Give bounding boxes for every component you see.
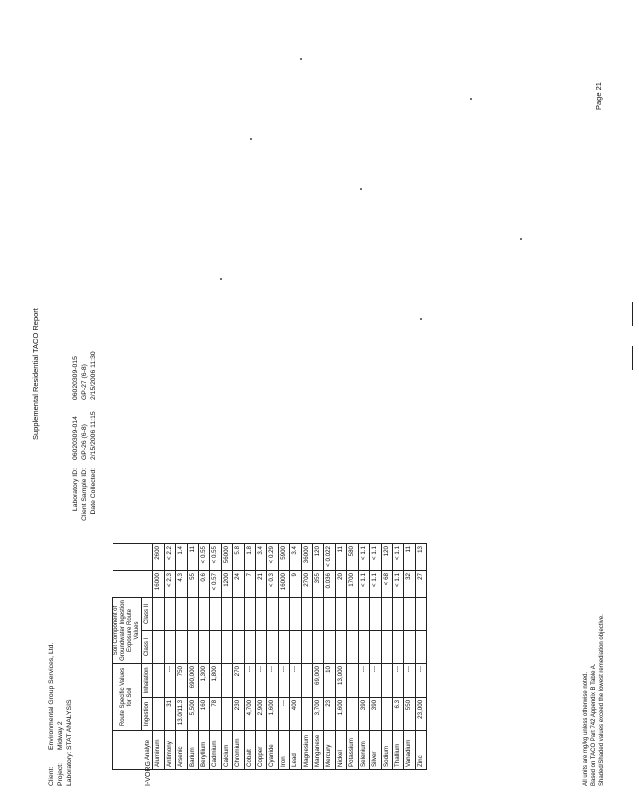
analyte-cell: Cobalt	[244, 731, 255, 770]
sample2-value-cell: < 0.55	[210, 544, 221, 571]
sample1-value-cell: 27	[415, 571, 426, 598]
ingestion-subheader: Ingestion	[142, 697, 153, 730]
sample1-value-cell: 55	[187, 571, 198, 598]
client-sample-label: Client Sample ID:	[81, 468, 88, 521]
table-row	[370, 544, 381, 770]
client-value: Environmental Group Services, Ltd.	[48, 642, 55, 750]
sample2-value-cell: < 0.55	[199, 544, 210, 571]
date-collected-label: Date Collected:	[90, 468, 97, 515]
scan-speckle	[220, 278, 222, 280]
soil-component-header: Soil Component of Groundwater Ingestion Exposure Route Values	[113, 598, 142, 664]
class1-cell	[210, 631, 221, 664]
scan-speckle	[250, 138, 252, 140]
inhalation-cell: ---	[244, 664, 255, 698]
ingestion-cell: 230	[233, 697, 244, 730]
table-row	[187, 544, 198, 770]
sample2-value-cell: < 1.1	[358, 544, 369, 571]
class2-cell	[381, 598, 392, 631]
analyte-cell: Aluminum	[153, 731, 164, 770]
ingestion-cell: 4,700	[244, 697, 255, 730]
analyte-cell: Potassium	[347, 731, 358, 770]
analyte-cell: Mercury	[324, 731, 335, 770]
sample1-value-cell: 2700	[301, 571, 312, 598]
class2-cell	[256, 598, 267, 631]
class1-subheader: Class I	[142, 631, 153, 664]
sample1-date: 2/15/2006 11:15	[90, 411, 97, 460]
inhalation-cell: ---	[278, 664, 289, 698]
class2-cell	[199, 598, 210, 631]
analyte-cell: Selenium	[358, 731, 369, 770]
class1-cell	[324, 631, 335, 664]
sample1-value-cell: 20	[335, 571, 346, 598]
sample2-column-header	[113, 544, 153, 571]
table-row	[244, 544, 255, 770]
ingestion-cell: 1,600	[335, 697, 346, 730]
sample1-value-cell: < 0.3	[267, 571, 278, 598]
table-row	[278, 544, 289, 770]
sample1-column-header	[113, 571, 153, 598]
analyte-header: Analyte	[113, 731, 153, 770]
table-row	[176, 544, 187, 770]
ingestion-cell: 2,900	[256, 697, 267, 730]
inhalation-cell: ---	[358, 664, 369, 698]
class1-cell	[381, 631, 392, 664]
class2-cell	[392, 598, 403, 631]
sample2-value-cell: < 1.1	[392, 544, 403, 571]
footnote-shaded: Shaded/Shaded values exceed the lowest remediation objective.	[599, 614, 605, 786]
table-row	[290, 544, 301, 770]
inhalation-cell	[381, 664, 392, 698]
laboratory-value: STAT ANALYSIS	[66, 699, 73, 750]
inhalation-cell: 13,000	[335, 664, 346, 698]
sample2-value-cell: < 1.1	[370, 544, 381, 571]
sample1-value-cell: < 0.57	[210, 571, 221, 598]
table-row	[256, 544, 267, 770]
sample1-value-cell: 32	[404, 571, 415, 598]
table-row	[404, 544, 415, 770]
sample2-client-id: GP-27 (6-8)	[81, 364, 88, 400]
class2-cell	[176, 598, 187, 631]
sample1-lab-id: 06020309-014	[72, 416, 79, 460]
sample2-value-cell: 1.4	[176, 544, 187, 571]
sample2-value-cell: 5900	[278, 544, 289, 571]
inhalation-cell: ---	[415, 664, 426, 698]
inhalation-cell: ---	[290, 664, 301, 698]
scan-speckle	[360, 188, 362, 190]
ingestion-cell: 13.0/11.3	[176, 697, 187, 730]
analyte-cell: Antimony	[164, 731, 175, 770]
class1-cell	[415, 631, 426, 664]
sample1-client-id: GP-26 (6-8)	[81, 424, 88, 460]
inhalation-cell	[301, 664, 312, 698]
analyte-cell: Lead	[290, 731, 301, 770]
analyte-cell: Cadmium	[210, 731, 221, 770]
table-row	[153, 544, 164, 770]
class2-cell	[301, 598, 312, 631]
project-value: Midway 2	[57, 721, 64, 750]
sample1-value-cell: < 68	[381, 571, 392, 598]
inhalation-cell	[153, 664, 164, 698]
sample1-value-cell: < 2.3	[164, 571, 175, 598]
sample1-value-cell: 4.3	[176, 571, 187, 598]
analyte-cell: Thallium	[392, 731, 403, 770]
sample1-value-cell: 21	[256, 571, 267, 598]
table-row	[267, 544, 278, 770]
laboratory-label: Laboratory:	[66, 751, 73, 786]
class1-cell	[187, 631, 198, 664]
class2-cell	[164, 598, 175, 631]
class1-cell	[176, 631, 187, 664]
table-row	[221, 544, 232, 770]
inhalation-cell: ---	[392, 664, 403, 698]
inhalation-cell	[221, 664, 232, 698]
table-row	[381, 544, 392, 770]
analyte-cell: Zinc	[415, 731, 426, 770]
analyte-cell: Silver	[370, 731, 381, 770]
sample1-value-cell: 1700	[347, 571, 358, 598]
ingestion-cell: 160	[199, 697, 210, 730]
table-row	[415, 544, 426, 770]
table-row	[347, 544, 358, 770]
sample2-value-cell: < 0.022	[324, 544, 335, 571]
sample2-value-cell: 1.8	[244, 544, 255, 571]
sample2-value-cell: 580	[347, 544, 358, 571]
route-specific-header: Route Specific Values for Soil	[113, 664, 142, 731]
results-table	[112, 543, 427, 770]
class1-cell	[392, 631, 403, 664]
ingestion-cell: 390	[358, 697, 369, 730]
class1-cell	[278, 631, 289, 664]
ingestion-cell	[153, 697, 164, 730]
inhalation-cell: ---	[370, 664, 381, 698]
sample2-value-cell: 5.8	[233, 544, 244, 571]
sample1-value-cell: < 1.1	[370, 571, 381, 598]
section-label: I-VORG	[145, 761, 152, 786]
analyte-cell: Chromium	[233, 731, 244, 770]
sample1-value-cell: 16000	[153, 571, 164, 598]
class1-cell	[256, 631, 267, 664]
page-number: Page 21	[594, 82, 603, 110]
client-label: Client:	[48, 766, 55, 786]
sample2-value-cell: < 2.2	[164, 544, 175, 571]
sample2-value-cell: 11	[404, 544, 415, 571]
sample2-value-cell: 13	[415, 544, 426, 571]
class1-cell	[301, 631, 312, 664]
sample1-value-cell: 16000	[278, 571, 289, 598]
table-row	[199, 544, 210, 770]
table-row	[233, 544, 244, 770]
report-title: Supplemental Residential TACO Report	[31, 308, 40, 440]
class1-cell	[164, 631, 175, 664]
scan-speckle	[300, 58, 302, 60]
class1-cell	[221, 631, 232, 664]
ingestion-cell	[381, 697, 392, 730]
class1-cell	[313, 631, 324, 664]
inhalation-cell: ---	[404, 664, 415, 698]
sample2-value-cell: 56000	[221, 544, 232, 571]
scan-speckle	[520, 238, 522, 240]
analyte-cell: Cyanide	[267, 731, 278, 770]
sample1-value-cell: 9	[290, 571, 301, 598]
inhalation-cell: 1,800	[210, 664, 221, 698]
table-row	[210, 544, 221, 770]
page-edge-mark	[632, 302, 633, 326]
class2-cell	[153, 598, 164, 631]
class2-cell	[244, 598, 255, 631]
inhalation-subheader: Inhalation	[142, 664, 153, 698]
class2-cell	[221, 598, 232, 631]
inhalation-cell: 690,000	[187, 664, 198, 698]
sample1-value-cell: 0.036	[324, 571, 335, 598]
ingestion-cell: 31	[164, 697, 175, 730]
class2-subheader: Class II	[142, 598, 153, 631]
table-row	[301, 544, 312, 770]
sample1-value-cell: < 1.1	[358, 571, 369, 598]
class2-cell	[210, 598, 221, 631]
table-row	[358, 544, 369, 770]
lab-id-label: Laboratory ID:	[72, 468, 79, 512]
footnote-basis: Based on TACO Part 742 Appendix B Table A.	[591, 663, 597, 786]
ingestion-cell: 550	[404, 697, 415, 730]
analyte-cell: Iron	[278, 731, 289, 770]
sample2-value-cell: 3.4	[290, 544, 301, 571]
sample2-value-cell: 36000	[301, 544, 312, 571]
class2-cell	[324, 598, 335, 631]
ingestion-cell: 400	[290, 697, 301, 730]
sample1-value-cell: 0.6	[199, 571, 210, 598]
table-row	[313, 544, 324, 770]
ingestion-cell	[347, 697, 358, 730]
class1-cell	[358, 631, 369, 664]
class1-cell	[233, 631, 244, 664]
sample1-value-cell: 1200	[221, 571, 232, 598]
inhalation-cell	[347, 664, 358, 698]
inhalation-cell: 750	[176, 664, 187, 698]
inhalation-cell: 69,000	[313, 664, 324, 698]
class1-cell	[370, 631, 381, 664]
analyte-cell: Sodium	[381, 731, 392, 770]
ingestion-cell	[301, 697, 312, 730]
sample2-value-cell: 120	[381, 544, 392, 571]
class2-cell	[233, 598, 244, 631]
class2-cell	[347, 598, 358, 631]
class1-cell	[404, 631, 415, 664]
ingestion-cell: ---	[278, 697, 289, 730]
scan-speckle	[470, 98, 472, 100]
class2-cell	[267, 598, 278, 631]
class2-cell	[335, 598, 346, 631]
inhalation-cell: 270	[233, 664, 244, 698]
ingestion-cell: 78	[210, 697, 221, 730]
sample2-lab-id: 06020309-015	[72, 356, 79, 400]
class1-cell	[347, 631, 358, 664]
ingestion-cell: 6.3	[392, 697, 403, 730]
ingestion-cell: 23	[324, 697, 335, 730]
sample2-value-cell: 120	[313, 544, 324, 571]
inhalation-cell: ---	[267, 664, 278, 698]
analyte-cell: Arsenic	[176, 731, 187, 770]
inhalation-cell: 10	[324, 664, 335, 698]
class1-cell	[335, 631, 346, 664]
class1-cell	[267, 631, 278, 664]
inhalation-cell: ---	[256, 664, 267, 698]
ingestion-cell: 23,000	[415, 697, 426, 730]
class2-cell	[278, 598, 289, 631]
analyte-cell: Magnesium	[301, 731, 312, 770]
table-row	[392, 544, 403, 770]
class2-cell	[358, 598, 369, 631]
sample2-value-cell: 11	[187, 544, 198, 571]
analyte-cell: Beryllium	[199, 731, 210, 770]
class2-cell	[415, 598, 426, 631]
ingestion-cell: 390	[370, 697, 381, 730]
sample1-value-cell: 24	[233, 571, 244, 598]
analyte-cell: Manganese	[313, 731, 324, 770]
sample2-value-cell: 3.4	[256, 544, 267, 571]
ingestion-cell	[221, 697, 232, 730]
sample1-value-cell: 355	[313, 571, 324, 598]
sample1-value-cell: < 1.1	[392, 571, 403, 598]
class1-cell	[153, 631, 164, 664]
sample2-value-cell: 11	[335, 544, 346, 571]
table-row	[164, 544, 175, 770]
class2-cell	[370, 598, 381, 631]
footnote-units: All units are mg/kg unless otherwise noted.	[583, 671, 589, 786]
ingestion-cell: 5,500	[187, 697, 198, 730]
sample2-value-cell: 2600	[153, 544, 164, 571]
analyte-cell: Copper	[256, 731, 267, 770]
ingestion-cell: 3,700	[313, 697, 324, 730]
inhalation-cell: 1,300	[199, 664, 210, 698]
inhalation-cell: ---	[164, 664, 175, 698]
class2-cell	[313, 598, 324, 631]
table-row	[324, 544, 335, 770]
analyte-cell: Calcium	[221, 731, 232, 770]
table-row	[335, 544, 346, 770]
analyte-cell: Barium	[187, 731, 198, 770]
class1-cell	[290, 631, 301, 664]
sample2-date: 2/15/2006 11:30	[90, 351, 97, 400]
class1-cell	[199, 631, 210, 664]
sample1-value-cell: 7	[244, 571, 255, 598]
class1-cell	[244, 631, 255, 664]
class2-cell	[187, 598, 198, 631]
ingestion-cell: 1,600	[267, 697, 278, 730]
class2-cell	[404, 598, 415, 631]
project-label: Project:	[57, 762, 64, 786]
analyte-cell: Nickel	[335, 731, 346, 770]
class2-cell	[290, 598, 301, 631]
sample2-value-cell: < 0.29	[267, 544, 278, 571]
analyte-cell: Vanadium	[404, 731, 415, 770]
scan-speckle	[420, 318, 422, 320]
page-edge-mark	[632, 346, 633, 370]
